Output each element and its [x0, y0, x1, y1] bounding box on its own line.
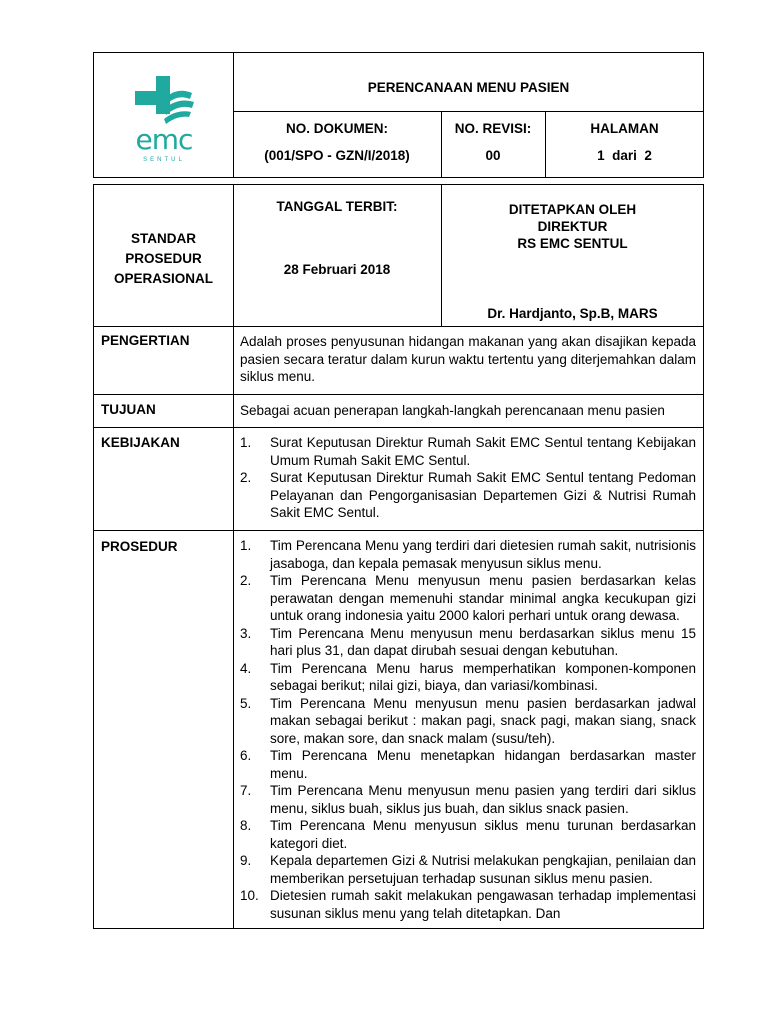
- section-label-kebijakan: KEBIJAKAN: [101, 435, 180, 450]
- list-item: [240, 817, 696, 852]
- list-item: [240, 434, 696, 469]
- approved-by: [441, 201, 704, 252]
- list-item: [240, 747, 696, 782]
- page-value: 1 dari 2: [597, 148, 652, 163]
- spo-title: [94, 229, 233, 289]
- list-item: [240, 537, 696, 572]
- document-title: PERENCANAAN MENU PASIEN: [367, 80, 570, 95]
- list-item: [240, 572, 696, 625]
- list-item-text: Surat Keputusan Direktur Rumah Sakit EMC Sentul tentang Kebijakan Umum Rumah Sakit EMC Sentul.: [270, 435, 696, 468]
- list-item-text: Tim Perencana Menu menyusun siklus menu turunan berdasarkan kategori diet.: [270, 818, 696, 851]
- list-item: [240, 852, 696, 887]
- divider: [233, 111, 704, 112]
- list-item-text: Tim Perencana Menu menyusun menu pasien berdasarkan jadwal makan sebagai berikut : makan pagi, snack pagi, makan siang, snack sore, makan sore, dan snack malam (susu/teh).: [270, 695, 696, 746]
- list-item-text: Tim Perencana Menu harus memperhatikan komponen-komponen sebagai berikut; nilai gizi, biaya, dan variasi/kombinasi.: [270, 660, 696, 693]
- revision-value: 00: [485, 148, 501, 163]
- list-item-number: 7.: [240, 783, 252, 798]
- revision-label: NO. REVISI:: [454, 121, 532, 136]
- list-item-number: 2.: [240, 573, 252, 588]
- section-label-prosedur: PROSEDUR: [101, 539, 178, 554]
- list-item-number: 9.: [240, 853, 252, 868]
- issue-date-value: 28 Februari 2018: [283, 262, 391, 277]
- logo-subtitle: SENTUL: [143, 157, 185, 163]
- list-item-text: Tim Perencana Menu menyusun menu pasien yang terdiri dari siklus menu, siklus buah, siklus jus buah, dan siklus snack pasien.: [270, 783, 696, 816]
- list-item: [240, 695, 696, 748]
- approved-by-line: DITETAPKAN OLEH: [508, 202, 637, 217]
- list-item-text: Tim Perencana Menu menyusun menu pasien berdasarkan kelas perawatan dengan memenuhi standar minimal angka kecukupan gizi untuk orang indonesia yaitu 2000 kalori perhari untuk orang dewasa.: [270, 573, 696, 623]
- page-label: HALAMAN: [590, 121, 659, 136]
- list-item-number: 10.: [240, 888, 259, 903]
- divider: [93, 530, 704, 531]
- list-item-number: 2.: [240, 470, 252, 485]
- list-item: [240, 887, 696, 922]
- list-item-text: Dietesien rumah sakit melakukan pengawasan terhadap implementasi susunan siklus menu yang telah ditetapkan. Dan: [270, 888, 696, 921]
- list-item-number: 8.: [240, 818, 252, 833]
- section-text-tujuan: Sebagai acuan penerapan langkah-langkah perencanaan menu pasien: [240, 403, 665, 418]
- list-item-text: Tim Perencana Menu menetapkan hidangan berdasarkan master menu.: [270, 748, 696, 781]
- kebijakan-list: [240, 434, 696, 522]
- list-item-text: Tim Perencana Menu menyusun menu berdasarkan siklus menu 15 hari plus 31, dan dapat dirubah sesuai dengan kebutuhan.: [270, 625, 696, 658]
- doc-number-value: (001/SPO - GZN/I/2018): [264, 148, 410, 163]
- list-item: [240, 782, 696, 817]
- list-item-number: 1.: [240, 435, 252, 450]
- divider: [233, 184, 234, 929]
- list-item-number: 3.: [240, 625, 252, 641]
- list-item-text: Surat Keputusan Direktur Rumah Sakit EMC Sentul tentang Pedoman Pelayanan dan Pengorganisasian Departemen Gizi & Nutrisi Rumah Sakit EMC Sentul.: [270, 470, 696, 520]
- spo-line: OPERASIONAL: [113, 271, 213, 286]
- logo-brand: emc: [135, 123, 193, 156]
- doc-number-label: NO. DOKUMEN:: [286, 121, 388, 136]
- logo: [94, 53, 233, 177]
- approved-by-line: RS EMC SENTUL: [517, 236, 628, 251]
- approved-by-line: DIREKTUR: [537, 219, 608, 234]
- list-item-text: Kepala departemen Gizi & Nutrisi melakukan pengkajian, penilaian dan memberikan persetujuan terhadap susunan siklus menu pasien.: [270, 853, 696, 886]
- list-item: [240, 469, 696, 522]
- divider: [93, 326, 704, 327]
- spo-line: PROSEDUR: [125, 251, 202, 266]
- director-name: Dr. Hardjanto, Sp.B, MARS: [487, 306, 658, 321]
- section-text-pengertian: Adalah proses penyusunan hidangan makanan yang akan disajikan kepada pasien secara teratur dalam kurun waktu tertentu yang diterjemahkan dalam siklus menu.: [240, 334, 696, 384]
- divider: [93, 427, 704, 428]
- issue-date-label: TANGGAL TERBIT:: [276, 199, 398, 214]
- list-item: [240, 660, 696, 695]
- section-label-tujuan: TUJUAN: [101, 402, 156, 417]
- list-item-number: 1.: [240, 538, 252, 553]
- spo-line: STANDAR: [131, 231, 196, 246]
- divider: [93, 394, 704, 395]
- section-label-pengertian: PENGERTIAN: [101, 333, 190, 348]
- list-item: [240, 625, 696, 660]
- list-item-number: 5.: [240, 695, 252, 711]
- prosedur-list: [240, 537, 696, 927]
- list-item-number: 6.: [240, 748, 252, 763]
- list-item-text: Tim Perencana Menu yang terdiri dari dietesien rumah sakit, nutrisionis jasaboga, dan kepala pemasak menyusun siklus menu.: [270, 538, 696, 571]
- list-item-number: 4.: [240, 660, 252, 676]
